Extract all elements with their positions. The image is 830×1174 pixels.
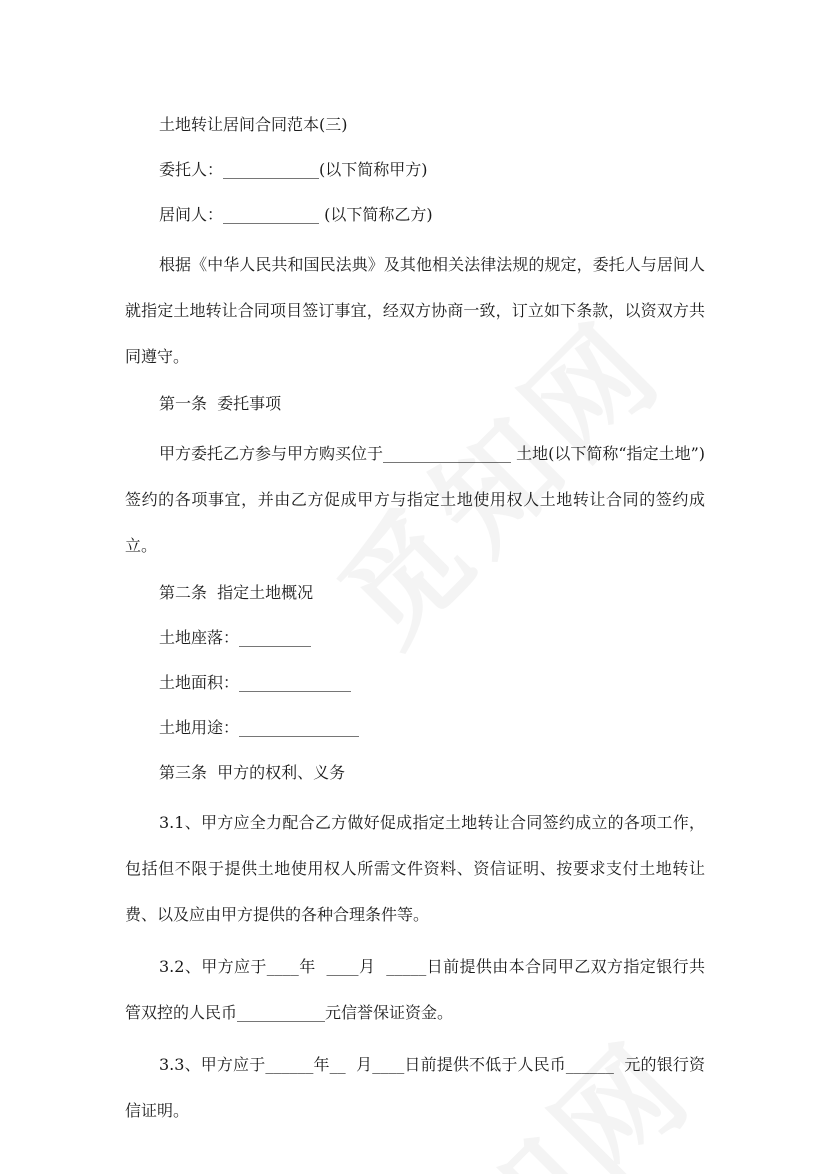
clause-3-1: 3.1、甲方应全力配合乙方做好促成指定土地转让合同签约成立的各项工作，包括但不限于提供土地使用权人所需文件资料、资信证明、按要求支付土地转让费、以及应由甲方提供的各种合理条件等。 xyxy=(125,813,705,924)
clause-3-2: 3.2、甲方应于____年 ____月 _____日前提供由本合同甲乙双方指定银行共管双控的人民币___________元信誉保证资金。 xyxy=(125,957,705,1022)
paragraph-intermediary: 居间人：____________ (以下简称乙方) xyxy=(159,205,433,224)
section-heading-1: 第一条 委托事项 xyxy=(159,394,282,413)
document-body xyxy=(125,107,705,1134)
paragraph-preamble: 根据《中华人民共和国民法典》及其他相关法律法规的规定，委托人与居间人就指定土地转让合同项目签订事宜，经双方协商一致，订立如下条款，以资双方共同遵守。 xyxy=(125,255,705,366)
paragraph-land-location: 土地座落：_________ xyxy=(159,628,312,647)
paragraph-land-use: 土地用途：_______________ xyxy=(159,718,360,737)
clause-3-3: 3.3、甲方应于______年__ 月____日前提供不低于人民币______ 元的银行资信证明。 xyxy=(125,1055,705,1120)
paragraph-land-area: 土地面积：______________ xyxy=(159,673,352,692)
paragraph-entrustment: 甲方委托乙方参与甲方购买位于________________ 土地(以下简称“指定土地”)签约的各项事宜，并由乙方促成甲方与指定土地使用权人土地转让合同的签约成立。 xyxy=(125,444,705,555)
paragraph-principal: 委托人：____________(以下简称甲方) xyxy=(159,160,428,179)
section-heading-3: 第三条 甲方的权利、义务 xyxy=(159,763,346,782)
document-title: 土地转让居间合同范本(三) xyxy=(159,115,348,134)
section-heading-2: 第二条 指定土地概况 xyxy=(159,583,314,602)
